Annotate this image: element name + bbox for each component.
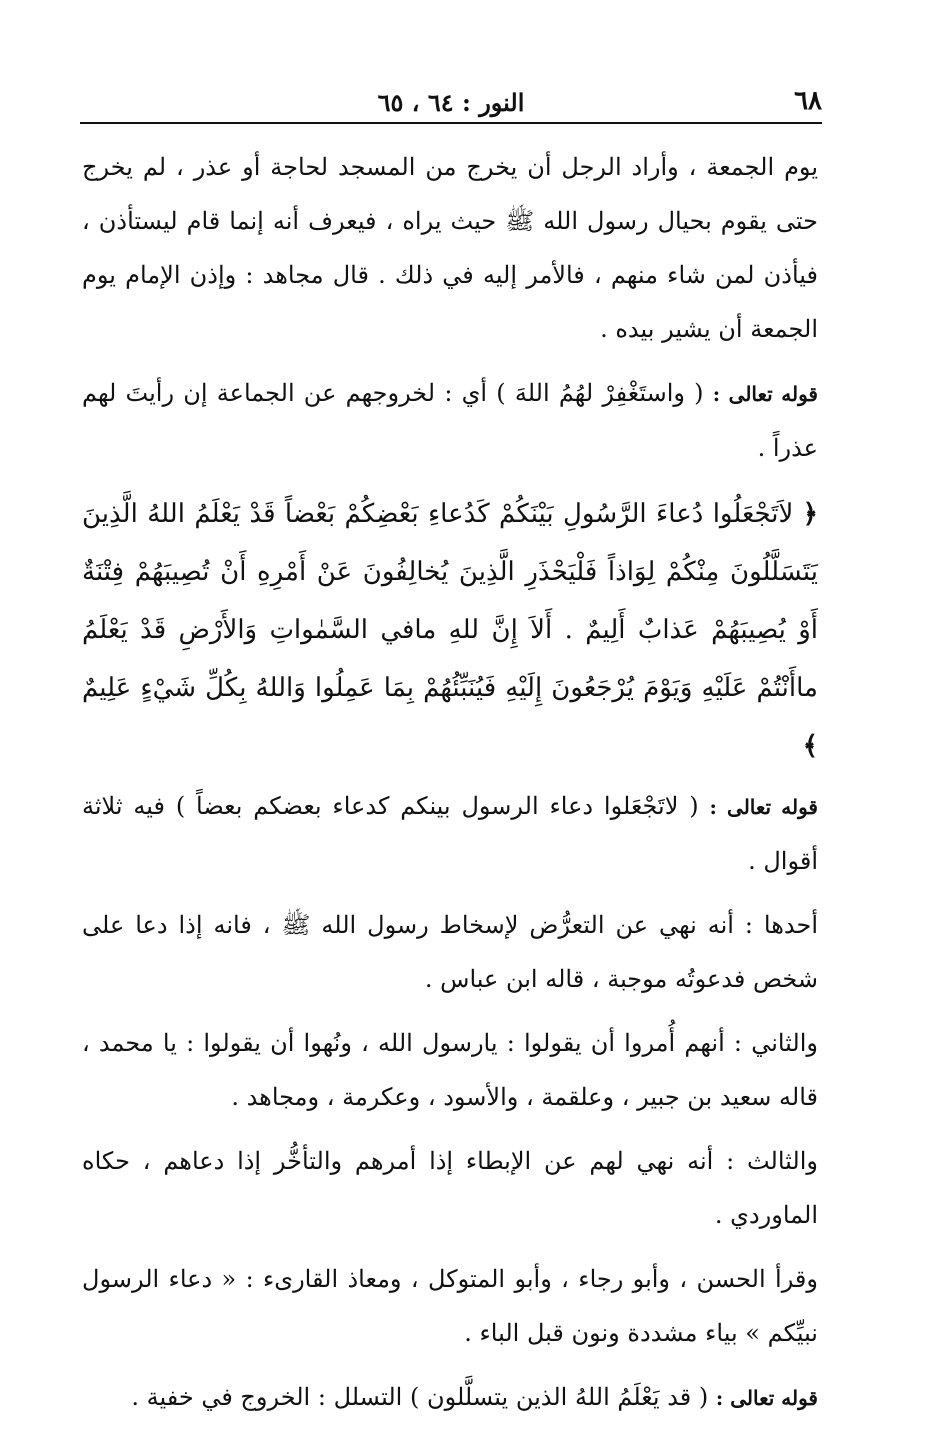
paragraph-text: ( لاتَجْعَلوا دعاء الرسول بينكم كدعاء بعضكم بعضاً ) فيه ثلاثة أقوال .: [82, 792, 818, 875]
ornate-bracket-open: ﴿: [802, 499, 819, 529]
paragraph-text: ( قد يَعْلَمُ اللهُ الذين يتسلَّلون ) التسلل : الخروج في خفية .: [131, 1383, 709, 1411]
paragraph: وقرأ الحسن ، وأبو رجاء ، وأبو المتوكل ، ومعاذ القارىء : « دعاء الرسول نبيِّكم » بياء مشددة ونون قبل الباء .: [82, 1265, 818, 1347]
verse-text: لاَتَجْعَلُوا دُعاءَ الرَّسُولِ بَيْنَكُمْ كَدُعاءِ بَعْضِكُمْ بَعْضاً قَدْ يَعْلَمُ اللهُ الَّذِينَ يَتَسَلَّلُونَ مِنْكُمْ لِوَاذاً فَلْيَحْذَرِ الَّذِينَ يُخالِفُونَ عَنْ أَمْرِهِ أَنْ تُصِيبَهُمْ فِتْنَةٌ أَوْ يُصِيبَهُمْ عَذابٌ أَلِيمٌ . أَلاَ إِنَّ للهِ مافي السَّمٰواتِ وَالأَرْضِ قَدْ يَعْلَمُ ماأَنْتُمْ عَلَيْهِ وَيَوْمَ يُرْجَعُونَ إِلَيْهِ فَيُنَبِّئُهُمْ بِمَا عَمِلُوا وَاللهُ بِكُلِّ شَيْءٍ عَلِيمٌ: [82, 499, 818, 703]
paragraph: [82, 366, 818, 475]
paragraph: والثاني : أنهم أُمروا أن يقولوا : يارسول الله ، ونُهوا أن يقولوا : يا محمد ، قاله سعيد بن جبير ، وعلقمة ، والأسود ، وعكرمة ، ومجاهد .: [82, 1029, 818, 1111]
commentary-lead: قوله تعالى :: [715, 1386, 818, 1410]
paragraph: أحدها : أنه نهي عن التعرُّض لإسخاط رسول الله ﷺ ، فانه إذا دعا على شخص فدعوتُه موجبة ، قاله ابن عباس .: [82, 911, 818, 993]
paragraph: والثالث : أنه نهي لهم عن الإبطاء إذا أمرهم والتأخُّر إذا دعاهم ، حكاه الماوردي .: [82, 1147, 818, 1229]
ornate-bracket-close: ﴾: [802, 731, 818, 761]
header-rule: [80, 122, 822, 124]
quran-verse: [82, 485, 818, 775]
paragraph: [82, 1370, 818, 1425]
page-number: ٦٨: [794, 86, 822, 116]
paragraph: [82, 779, 818, 888]
page-header: [80, 80, 822, 124]
commentary-lead: قوله تعالى :: [709, 795, 818, 819]
commentary-lead: قوله تعالى :: [712, 382, 818, 406]
paragraph: يوم الجمعة ، وأراد الرجل أن يخرج من المسجد لحاجة أو عذر ، لم يخرج حتى يقوم بحيال رسول الله ﷺ حيث يراه ، فيعرف أنه إنما قام ليستأذن ، فيأذن لمن شاء منهم ، فالأمر إليه في ذلك . قال مجاهد : وإذن الإمام يوم الجمعة أن يشير بيده .: [82, 153, 818, 343]
running-title: النور : ٦٤ ، ٦٥: [377, 88, 525, 117]
main-text: [82, 140, 818, 1435]
paragraph-text: ( واستَغْفِرْ لهُمُ اللهَ ) أي : لخروجهم عن الجماعة إن رأيتَ لهم عذراً .: [82, 379, 818, 462]
